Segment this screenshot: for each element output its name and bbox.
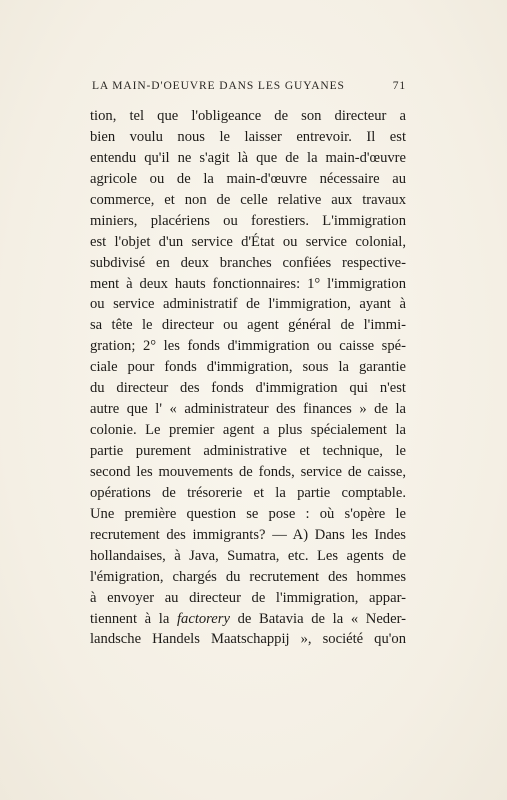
body-text <box>90 106 406 650</box>
text-line: entendu qu'il ne s'agit là que de la main-d'œuvre <box>90 149 406 166</box>
text-line: ou service administratif de l'immigration, ayant à <box>90 296 406 313</box>
page-number: 71 <box>392 80 406 92</box>
text-segment: de Batavia de la « Neder- <box>229 610 406 627</box>
text-line: landsche Handels Maatschappij », société qu'on <box>90 631 406 648</box>
text-line: subdivisé en deux branches confiées respective- <box>90 254 406 271</box>
text-line: Une première question se pose : où s'opère le <box>90 505 406 522</box>
text-line: agricole ou de la main-d'œuvre nécessaire au <box>90 170 406 187</box>
text-segment: tiennent à la <box>90 610 177 627</box>
text-line: colonie. Le premier agent a plus spécialement la <box>90 422 406 439</box>
text-line: hollandaises, à Java, Sumatra, etc. Les agents de <box>90 547 406 564</box>
text-line: est l'objet d'un service d'État ou service colonial, <box>90 233 406 250</box>
text-line: miniers, placériens ou forestiers. L'immigration <box>90 212 406 229</box>
text-line: à envoyer au directeur de l'immigration, appar- <box>90 589 406 606</box>
text-line: opérations de trésorerie et la partie comptable. <box>90 484 406 501</box>
text-line: autre que l' « administrateur des finances » de la <box>90 401 406 418</box>
running-title: LA MAIN-D'OEUVRE DANS LES GUYANES <box>92 80 345 92</box>
text-line: recrutement des immigrants? — A) Dans les Indes <box>90 526 406 543</box>
running-head <box>92 80 406 92</box>
text-line: gration; 2° les fonds d'immigration ou caisse spé- <box>90 338 406 355</box>
text-line: tion, tel que l'obligeance de son directeur a <box>90 108 406 124</box>
text-line: second les mouvements de fonds, service de caisse, <box>90 463 406 480</box>
text-line: sa tête le directeur ou agent général de l'immi- <box>90 317 406 334</box>
text-line: ciale pour fonds d'immigration, sous la garantie <box>90 359 406 376</box>
text-line: ment à deux hauts fonctionnaires: 1° l'immigration <box>90 275 406 292</box>
text-line: bien voulu nous le laisser entrevoir. Il est <box>90 128 406 145</box>
italic-term: factorery <box>176 610 230 627</box>
text-line: du directeur des fonds d'immigration qui n'est <box>90 380 406 397</box>
text-line: partie purement administrative et technique, le <box>90 443 406 459</box>
text-line-with-italic <box>90 609 406 630</box>
text-line: commerce, et non de celle relative aux travaux <box>90 191 406 208</box>
text-line: l'émigration, chargés du recrutement des hommes <box>90 568 406 585</box>
